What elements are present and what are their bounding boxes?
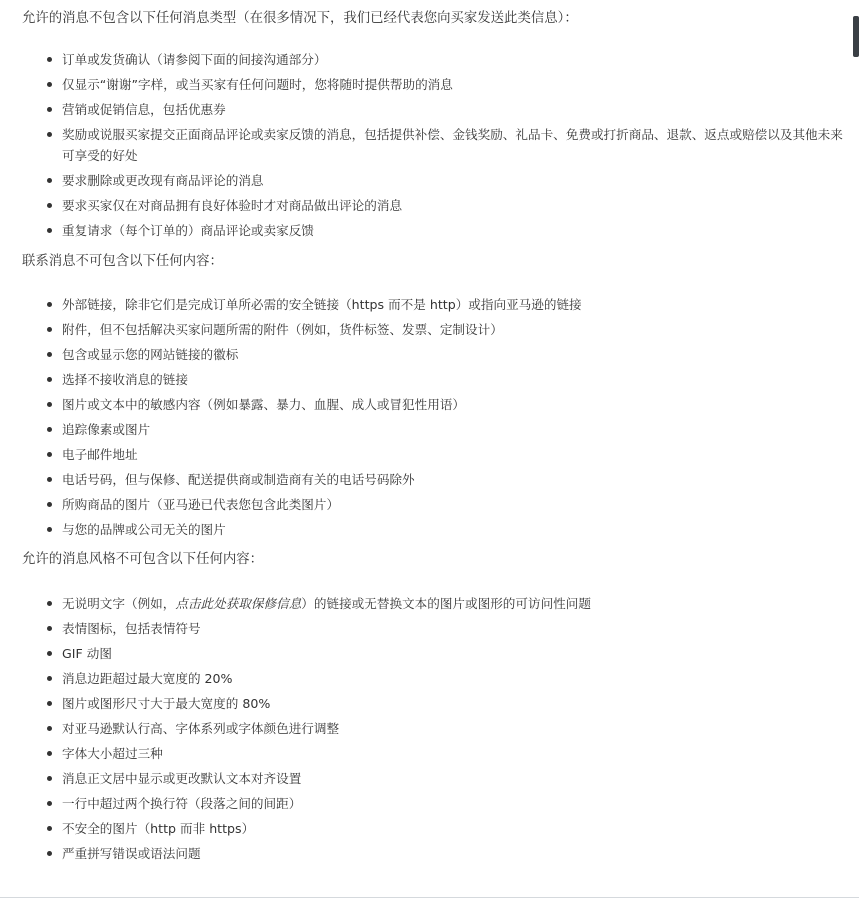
list-item: 电子邮件地址 xyxy=(22,444,850,465)
list-item: 包含或显示您的网站链接的徽标 xyxy=(22,344,850,365)
prohibited-style-list xyxy=(22,593,850,864)
list-item: 不安全的图片（http 而非 https） xyxy=(22,818,850,839)
list-item: 对亚马逊默认行高、字体系列或字体颜色进行调整 xyxy=(22,718,850,739)
prohibited-message-types-list xyxy=(22,49,850,241)
prohibited-content-list xyxy=(22,294,850,540)
list-item: 追踪像素或图片 xyxy=(22,419,850,440)
list-item: 订单或发货确认（请参阅下面的间接沟通部分） xyxy=(22,49,850,70)
list-item: 要求删除或更改现有商品评论的消息 xyxy=(22,170,850,191)
list-item: 电话号码，但与保修、配送提供商或制造商有关的电话号码除外 xyxy=(22,469,850,490)
section-heading-allowed-message-types: 允许的消息不包含以下任何消息类型（在很多情况下，我们已经代表您向买家发送此类信息）： xyxy=(22,11,578,26)
list-item-text-after: ）的链接或无替换文本的图片或图形的可访问性问题 xyxy=(301,596,591,611)
policy-content xyxy=(22,8,850,868)
list-item-accessibility xyxy=(22,593,850,614)
list-item: GIF 动图 xyxy=(22,643,850,664)
list-item: 营销或促销信息，包括优惠券 xyxy=(22,99,850,120)
list-item: 与您的品牌或公司无关的图片 xyxy=(22,519,850,540)
section-heading-message-style: 允许的消息风格不可包含以下任何内容： xyxy=(22,552,264,567)
list-item: 字体大小超过三种 xyxy=(22,743,850,764)
scrollbar-thumb[interactable] xyxy=(853,16,859,57)
list-item-text-before: 无说明文字（例如， xyxy=(62,596,176,611)
list-item: 表情图标，包括表情符号 xyxy=(22,618,850,639)
list-item: 重复请求（每个订单的）商品评论或卖家反馈 xyxy=(22,220,850,241)
list-item: 要求买家仅在对商品拥有良好体验时才对商品做出评论的消息 xyxy=(22,195,850,216)
list-item: 选择不接收消息的链接 xyxy=(22,369,850,390)
list-item: 附件，但不包括解决买家问题所需的附件（例如，货件标签、发票、定制设计） xyxy=(22,319,850,340)
list-item: 仅显示“谢谢”字样，或当买家有任何问题时，您将随时提供帮助的消息 xyxy=(22,74,850,95)
list-item: 消息正文居中显示或更改默认文本对齐设置 xyxy=(22,768,850,789)
list-item: 外部链接，除非它们是完成订单所必需的安全链接（https 而不是 http）或指向亚马逊的链接 xyxy=(22,294,850,315)
list-item: 消息边距超过最大宽度的 20% xyxy=(22,668,850,689)
list-item: 所购商品的图片（亚马逊已代表您包含此类图片） xyxy=(22,494,850,515)
list-item: 一行中超过两个换行符（段落之间的间距） xyxy=(22,793,850,814)
list-item-emphasis: 点击此处获取保修信息 xyxy=(175,596,302,611)
list-item: 奖励或说服买家提交正面商品评论或卖家反馈的消息，包括提供补偿、金钱奖励、礼品卡、免费或打折商品、退款、返点或赔偿以及其他未来可享受的好处 xyxy=(22,124,850,166)
list-item: 严重拼写错误或语法问题 xyxy=(22,843,850,864)
list-item: 图片或文本中的敏感内容（例如暴露、暴力、血腥、成人或冒犯性用语） xyxy=(22,394,850,415)
list-item: 图片或图形尺寸大于最大宽度的 80% xyxy=(22,693,850,714)
section-heading-contact-message-content: 联系消息不可包含以下任何内容： xyxy=(22,254,223,269)
